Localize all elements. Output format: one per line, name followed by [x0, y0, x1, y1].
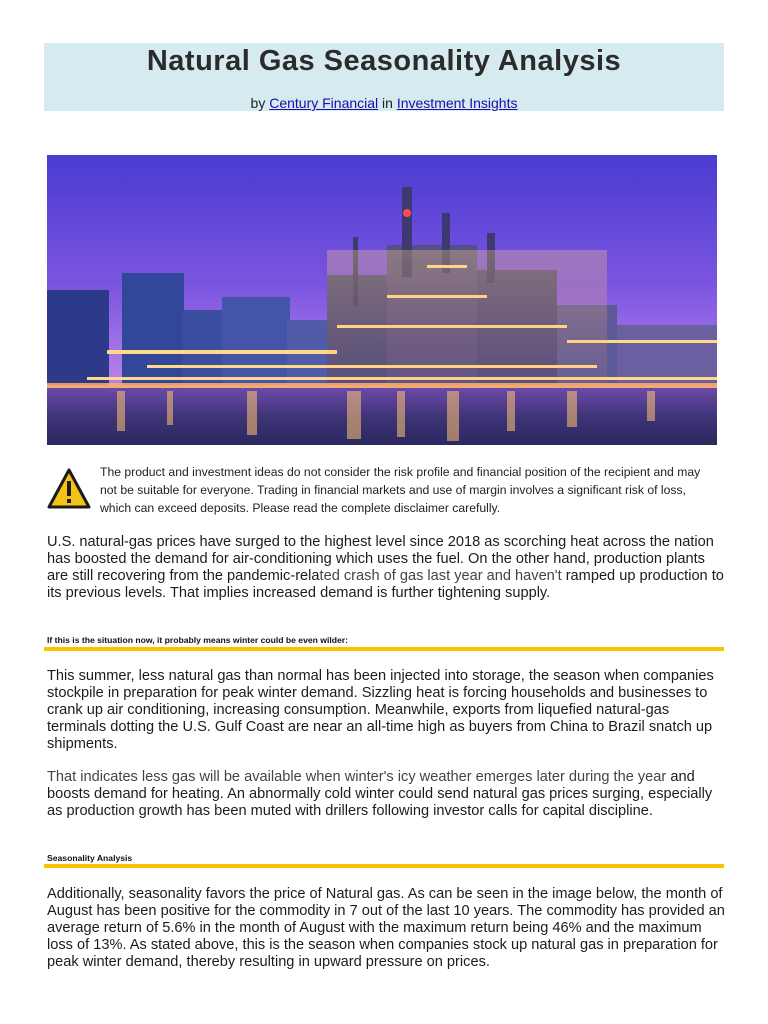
p3-part-b: and boosts demand for heating. An abnormally cold winter could send natural gas prices surging, especially as production growth has been muted with drillers following investor calls for capital discipline. — [47, 769, 713, 819]
byline-by: by — [250, 95, 266, 111]
section-divider — [44, 647, 724, 651]
section-label-seasonality: Seasonality Analysis — [47, 853, 133, 863]
p3-part-a: That indicates less gas will be available when winter's icy weather emerges later during the year — [47, 769, 667, 785]
section-divider — [44, 864, 724, 868]
article-paragraph-3 — [47, 769, 727, 820]
disclaimer-text: The product and investment ideas do not consider the risk profile and financial position of the recipient and may not be suitable for everyone. Trading in financial markets and use of margin involves a significant risk of loss, which can exceed deposits. Please read the complete disclaimer carefully. — [100, 465, 701, 515]
p1-part-b: ted crash of gas last year and haven't — [319, 568, 562, 584]
p1-part-a: U.S. natural-gas prices have surged to the highest level since 2018 as scorching heat across the nation has boosted the demand for air-conditioning which uses the fuel. On the other hand, production plants are still recovering from the pandemic-rela — [47, 534, 714, 584]
byline — [44, 95, 724, 111]
article-paragraph-4: Additionally, seasonality favors the price of Natural gas. As can be seen in the image below, the month of August has been positive for the commodity in 7 out of the last 10 years. The commodity has provided an average return of 5.6% in the month of August with the maximum return being 46% and the maximum loss of 13%. As stated above, this is the season when companies stock up natural gas in preparation for peak winter demand, thereby resulting in upward pressure on prices. — [47, 886, 725, 970]
author-link[interactable]: Century Financial — [269, 95, 379, 111]
power-plant-night-image — [47, 155, 717, 445]
article-header — [44, 43, 724, 111]
article-paragraph-1 — [47, 534, 727, 602]
category-link[interactable]: Investment Insights — [396, 95, 518, 111]
page-title: Natural Gas Seasonality Analysis — [146, 45, 622, 77]
byline-in: in — [382, 95, 393, 111]
section-label-winter: If this is the situation now, it probably means winter could be even wilder: — [47, 635, 348, 645]
p1-part-c: ramped up production to its previous levels. That implies increased demand is further tightening supply. — [47, 568, 724, 601]
article-paragraph-2: This summer, less natural gas than normal has been injected into storage, the season when companies stockpile in preparation for peak winter demand. Sizzling heat is forcing households and businesses to crank up air conditioning, increasing consumption. Meanwhile, exports from liquefied natural-gas terminals dotting the U.S. Gulf Coast are near an all-time high as buyers from China to Brazil snatch up shipments. — [47, 668, 714, 752]
warning-icon — [47, 468, 91, 510]
